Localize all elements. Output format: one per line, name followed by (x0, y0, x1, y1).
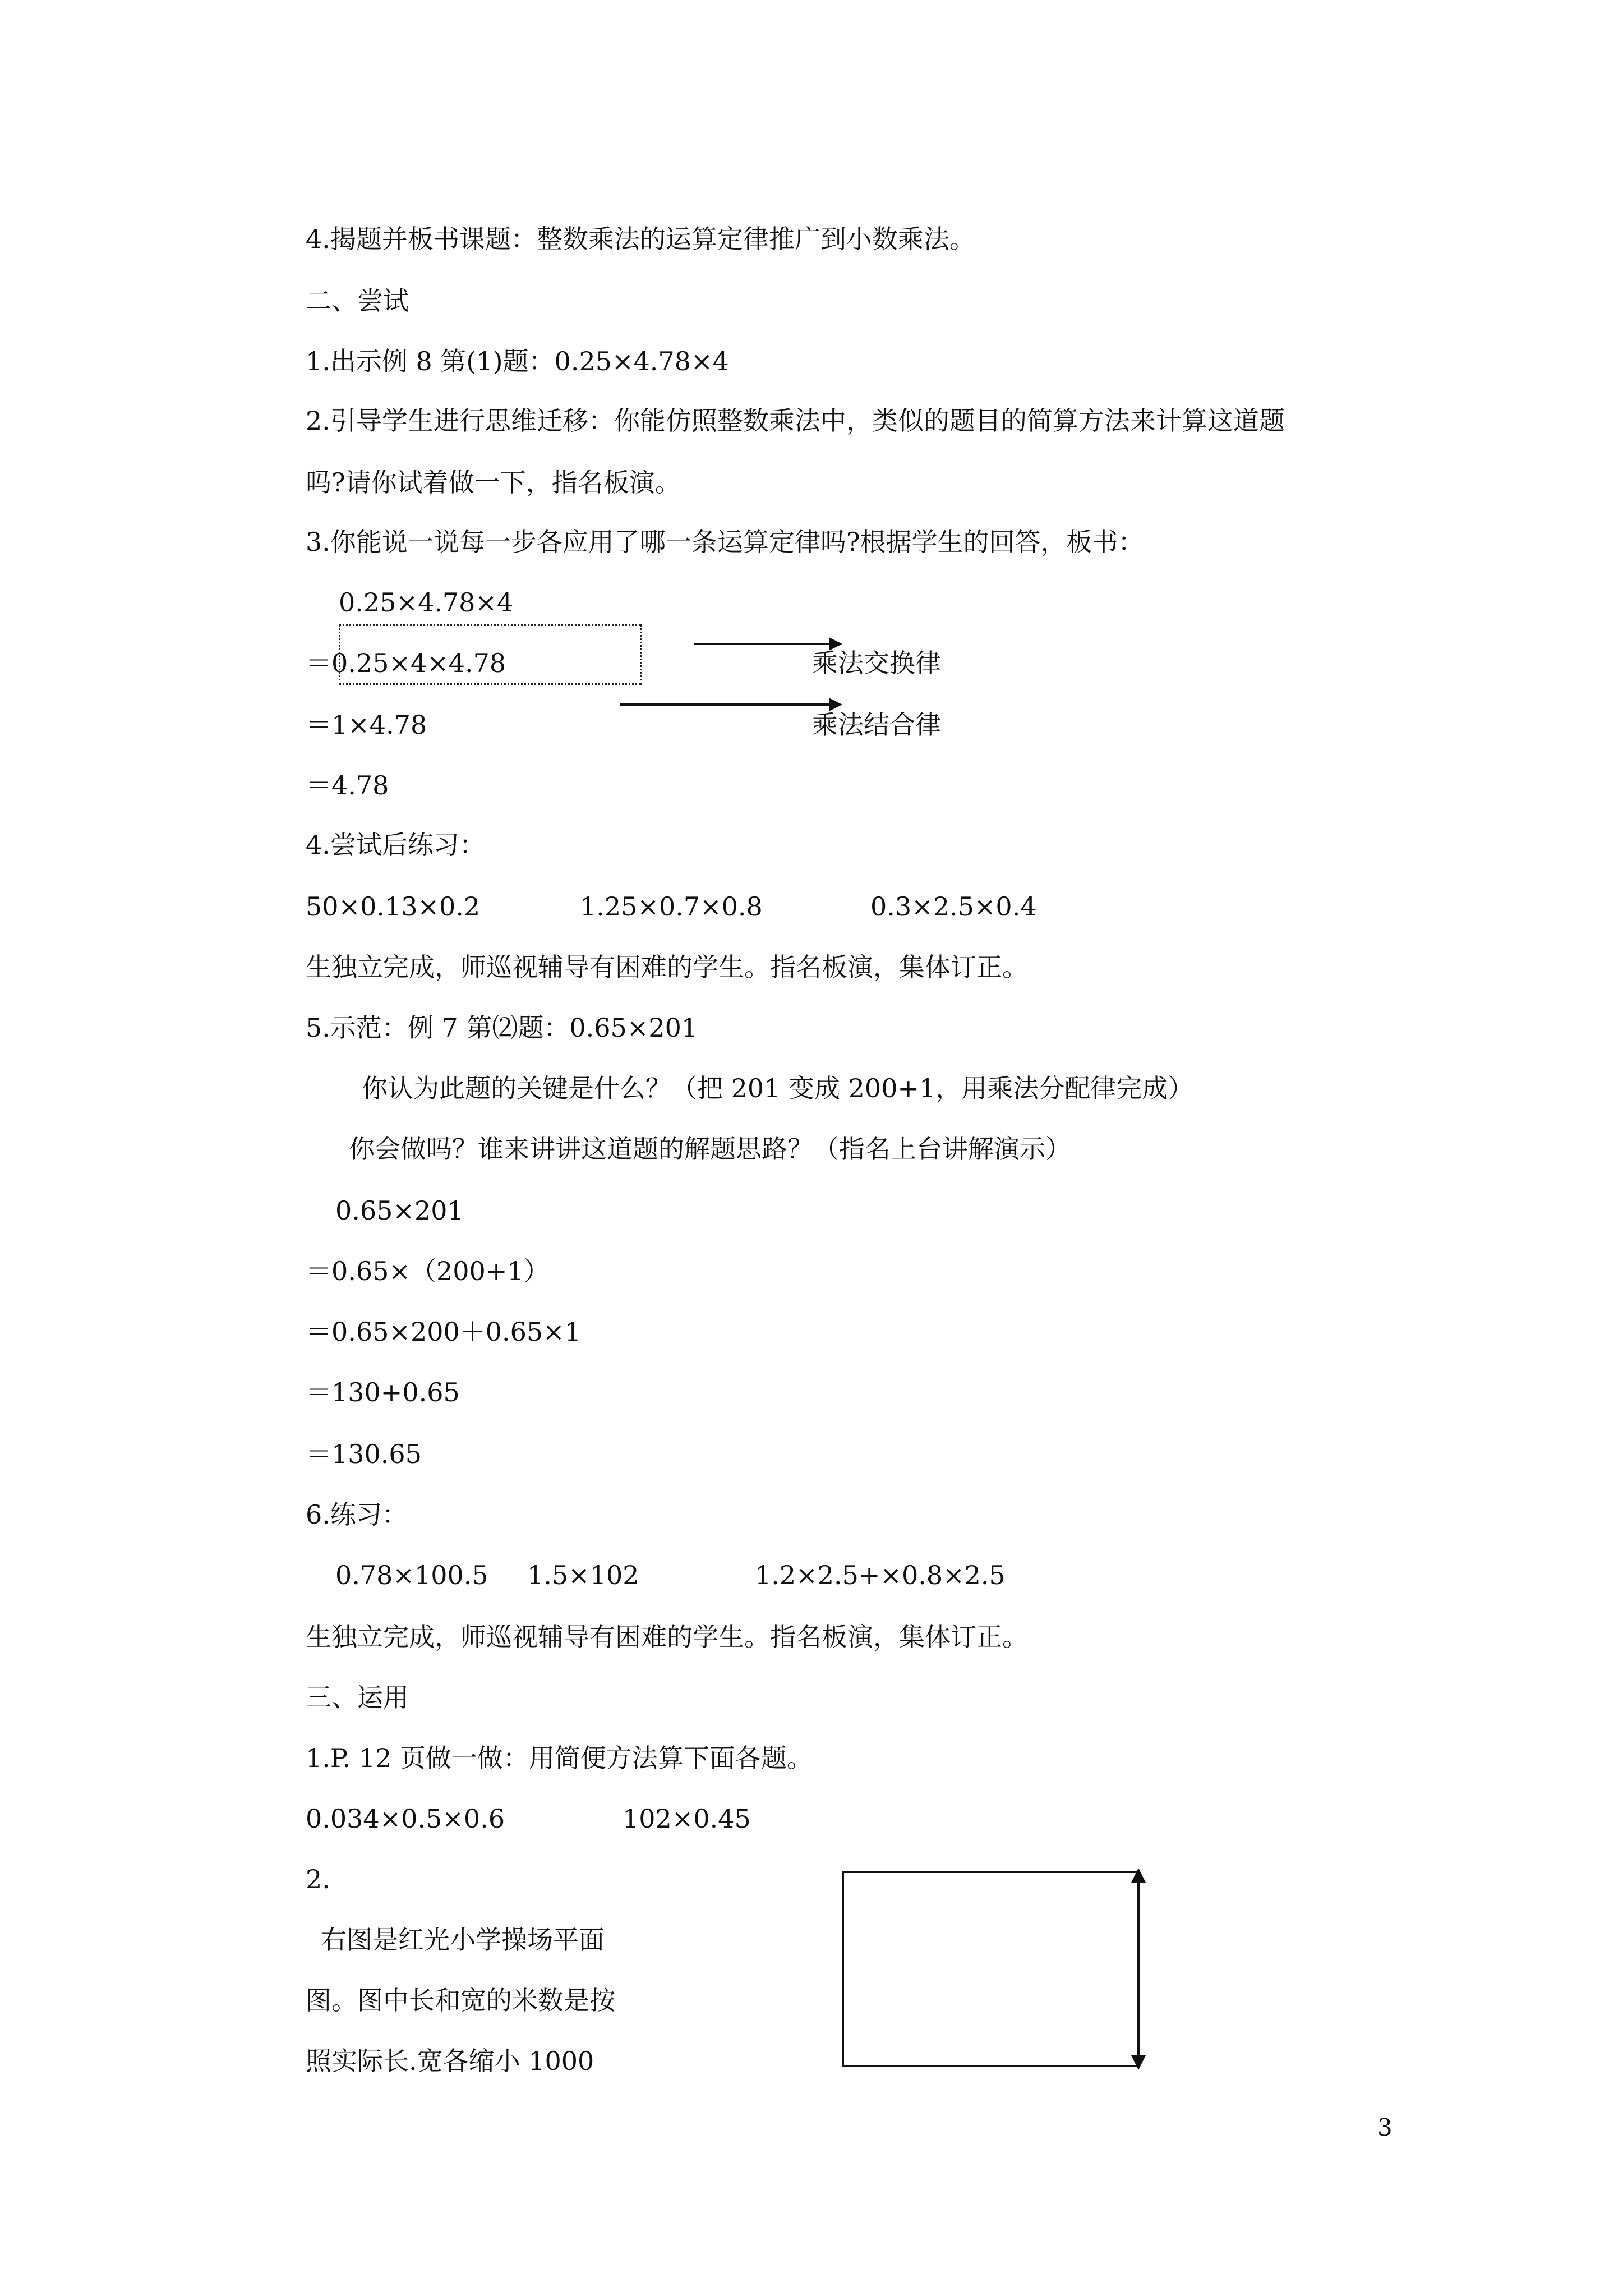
page-number: 3 (1377, 2114, 1393, 2141)
text-line: 照实际长.宽各缩小 1000 (306, 2046, 594, 2076)
math-expression: 0.65×201 (335, 1195, 464, 1226)
math-step: ＝130.65 (306, 1439, 422, 1469)
exercise-item: 1.25×0.7×0.8 (580, 891, 763, 922)
text-line: 2.引导学生进行思维迁移：你能仿照整数乘法中，类似的题目的简算方法来计算这道题 (306, 406, 1285, 436)
text-line: 3.你能说一说每一步各应用了哪一条运算定律吗?根据学生的回答，板书： (306, 527, 1144, 557)
math-step: ＝0.25×4×4.78 (306, 648, 506, 678)
text-line: 你会做吗？谁来讲讲这道题的解题思路？（指名上台讲解演示） (349, 1134, 1071, 1164)
exercise-item: 102×0.45 (623, 1803, 751, 1834)
text-line: 5.示范：例 7 第⑵题：0.65×201 (306, 1013, 698, 1043)
exercise-item: 1.2×2.5+×0.8×2.5 (755, 1560, 1006, 1590)
text-line: 生独立完成，师巡视辅导有困难的学生。指名板演，集体订正。 (306, 952, 1028, 982)
law-label: 乘法结合律 (812, 710, 941, 740)
exercise-item: 50×0.13×0.2 (306, 891, 481, 922)
exercise-item: 0.3×2.5×0.4 (870, 891, 1037, 922)
arrow-up-icon (1131, 1868, 1146, 1883)
math-step: ＝4.78 (306, 770, 389, 800)
math-step: ＝130+0.65 (306, 1377, 460, 1407)
law-label: 乘法交换律 (812, 648, 941, 678)
text-line: 4.揭题并板书课题：整数乘法的运算定律推广到小数乘法。 (306, 224, 975, 254)
text-line: 生独立完成，师巡视辅导有困难的学生。指名板演，集体订正。 (306, 1622, 1028, 1652)
text-line: 吗?请你试着做一下，指名板演。 (306, 467, 681, 498)
width-dimension-line (1137, 1871, 1140, 2067)
exercise-item: 0.034×0.5×0.6 (306, 1803, 505, 1834)
text-line: 1.出示例 8 第(1)题：0.25×4.78×4 (306, 346, 729, 376)
text-line: 1.P. 12 页做一做：用简便方法算下面各题。 (306, 1743, 813, 1773)
text-line: 你认为此题的关键是什么？（把 201 变成 200+1，用乘法分配律完成） (362, 1073, 1194, 1103)
text-line: 右图是红光小学操场平面 (321, 1925, 605, 1955)
text-line: 2. (306, 1864, 330, 1894)
text-line: 4.尝试后练习： (306, 830, 485, 860)
playground-plan-rectangle (842, 1871, 1140, 2067)
math-expression: 0.25×4.78×4 (339, 587, 514, 618)
section-heading: 二、尝试 (306, 286, 409, 316)
arrow-right-icon (694, 643, 840, 645)
math-step: ＝0.65×200＋0.65×1 (306, 1317, 581, 1347)
arrow-right-icon (620, 703, 840, 706)
arrow-down-icon (1131, 2055, 1146, 2070)
exercise-item: 0.78×100.5 (335, 1560, 488, 1590)
math-step: ＝1×4.78 (306, 710, 427, 740)
text-line: 6.练习： (306, 1499, 408, 1530)
text-line: 图。图中长和宽的米数是按 (306, 1985, 615, 2016)
exercise-item: 1.5×102 (527, 1560, 639, 1590)
math-step: ＝0.65×（200+1） (306, 1256, 550, 1286)
section-heading: 三、运用 (306, 1682, 409, 1713)
